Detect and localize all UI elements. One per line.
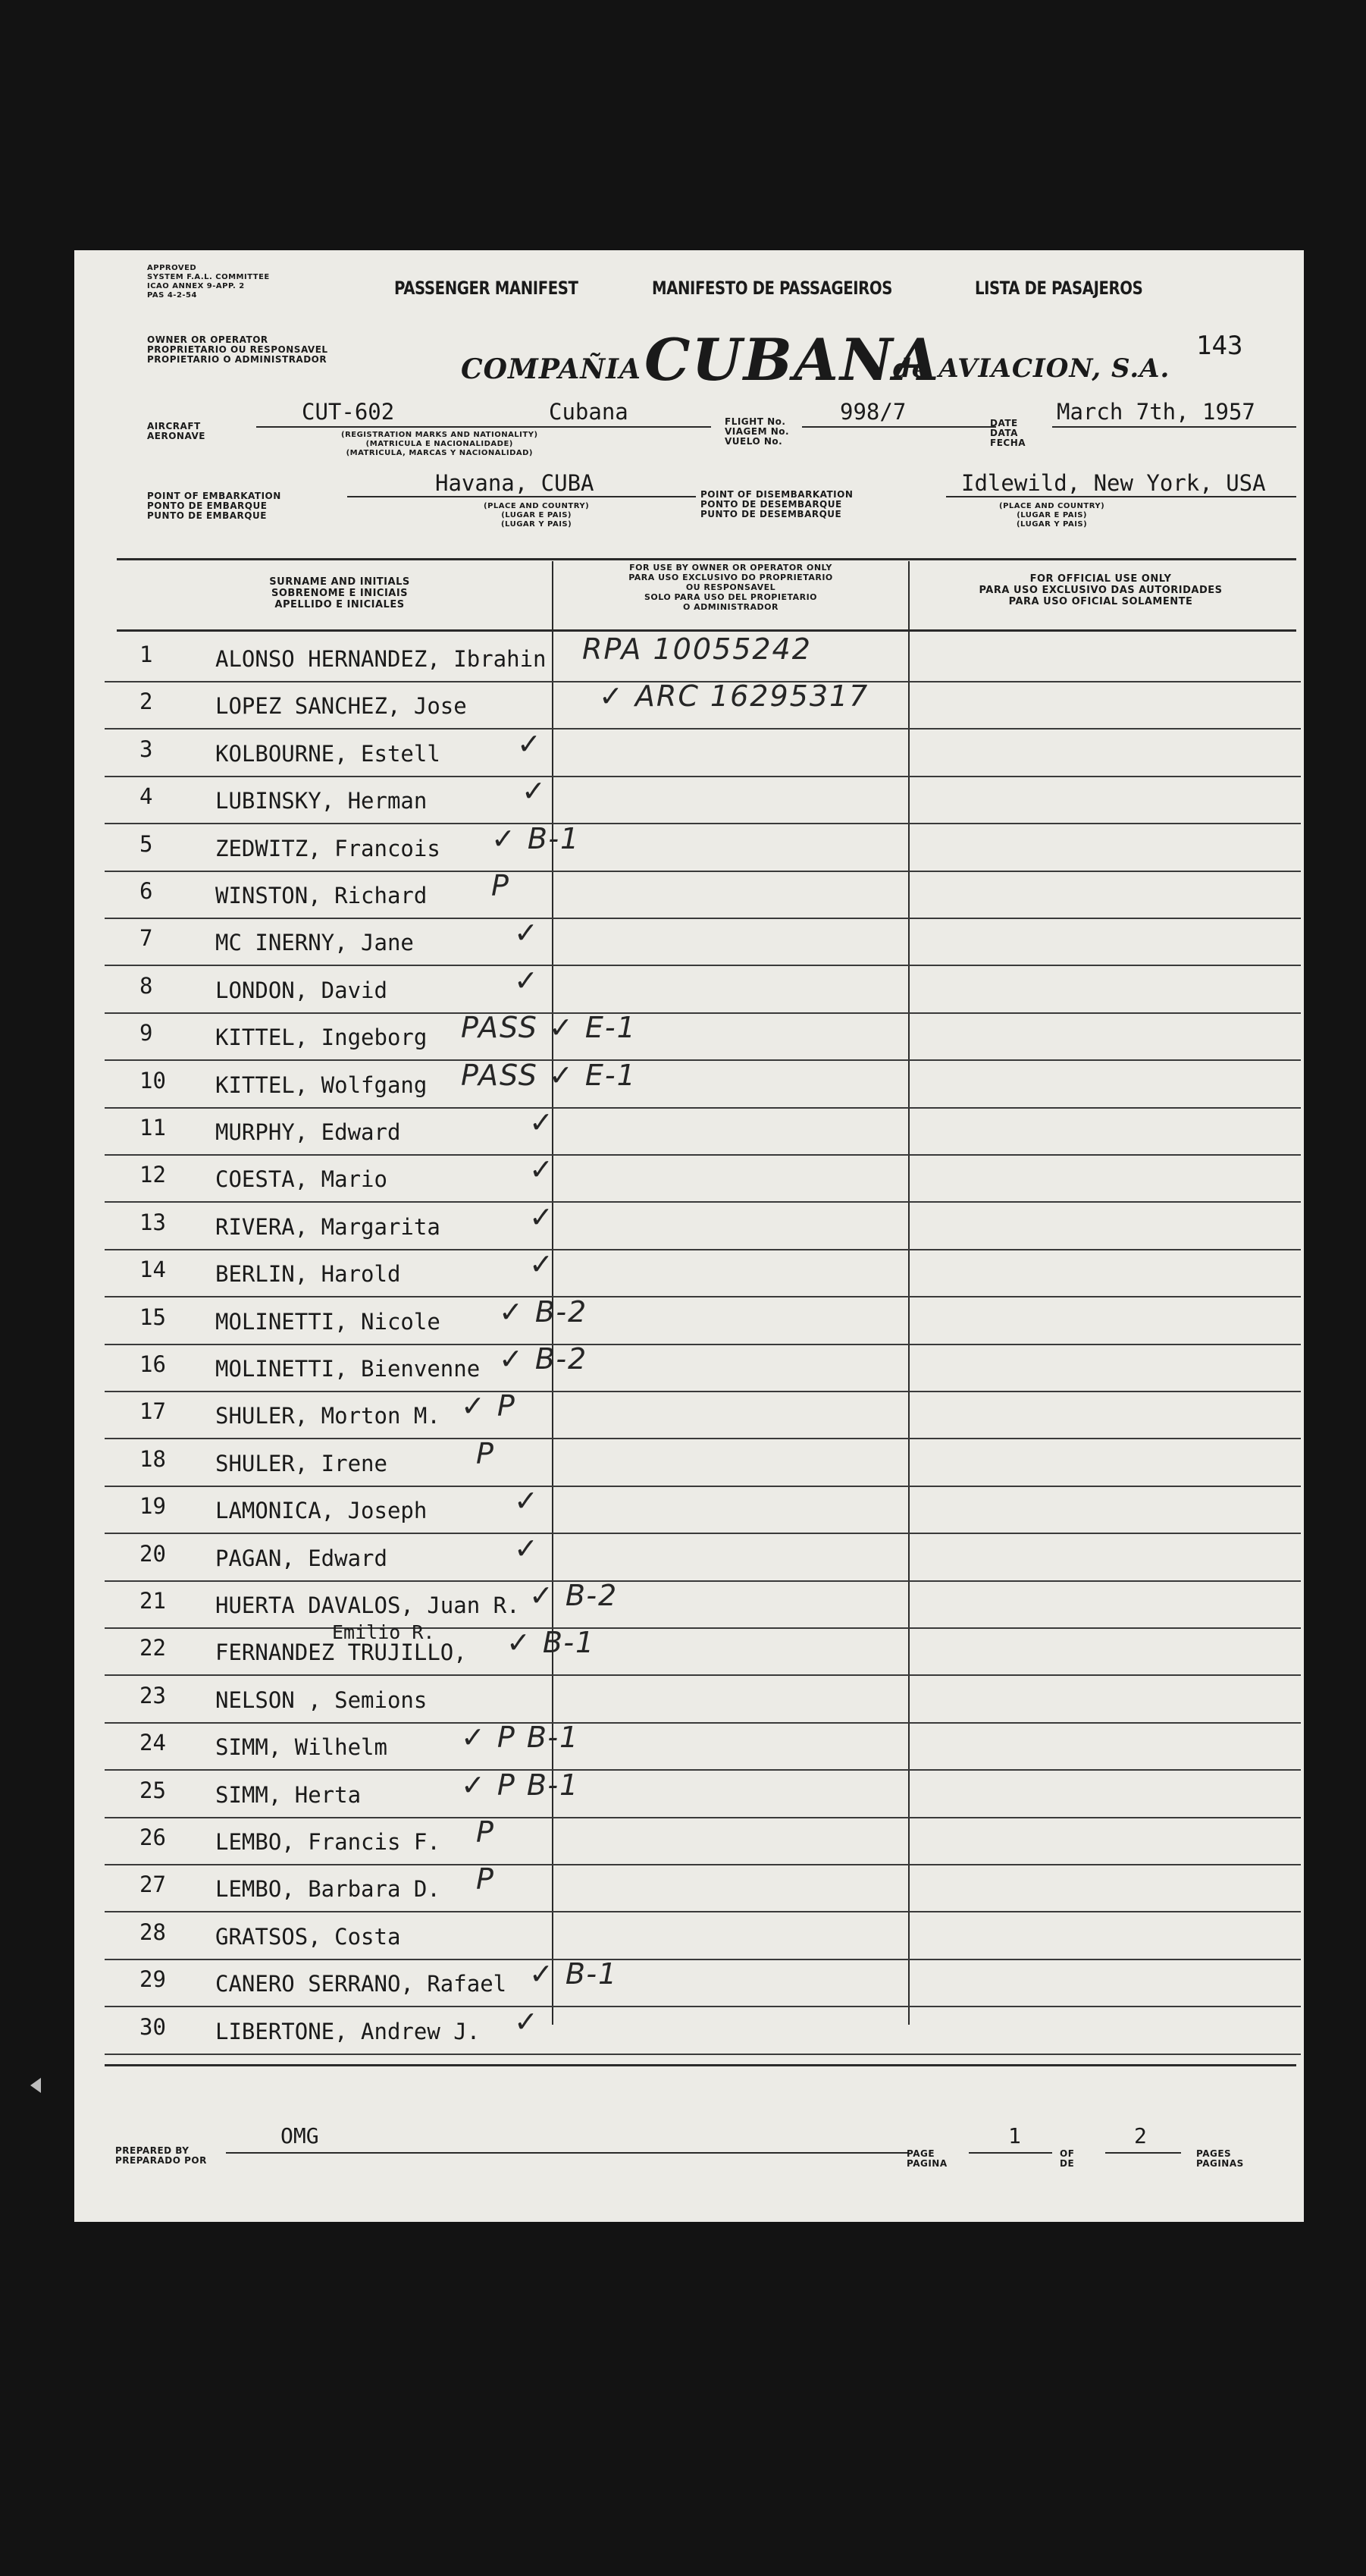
passenger-name: LONDON, David <box>215 977 387 1003</box>
passenger-row <box>105 1058 1301 1109</box>
passenger-number: 10 <box>139 1067 166 1093</box>
disembark-label: POINT OF DISEMBARKATION PONTO DE DESEMBARQUE PUNTO DE DESEMBARQUE <box>700 489 854 519</box>
passenger-number: 21 <box>139 1588 166 1614</box>
page-stamp: 143 <box>1196 331 1243 361</box>
flight-label: FLIGHT No. VIAGEM No. VUELO No. <box>725 416 790 447</box>
airline-name: CUBANA <box>644 326 941 394</box>
passenger-annotation: ✓ <box>522 774 547 808</box>
binder-arrow-icon <box>30 2078 41 2093</box>
date-label: DATE DATA FECHA <box>990 418 1026 448</box>
passenger-annotation: P <box>476 1436 495 1470</box>
passenger-name: MOLINETTI, Nicole <box>215 1308 440 1335</box>
passenger-row <box>105 1621 1301 1676</box>
passenger-row <box>105 821 1301 872</box>
passenger-annotation: PASS ✓ E-1 <box>461 1011 637 1045</box>
passenger-number: 17 <box>139 1398 166 1425</box>
column-header-surname: SURNAME AND INITIALS SOBRENOME E INICIAIS APELLIDO E INICIALES <box>269 576 410 610</box>
passenger-row <box>105 1862 1301 1912</box>
passenger-row <box>105 1200 1301 1250</box>
passenger-name: MURPHY, Edward <box>215 1119 401 1145</box>
passenger-row <box>105 1957 1301 2007</box>
passenger-row <box>105 1768 1301 1818</box>
airline-suffix: de AVIACION, S.A. <box>893 353 1170 384</box>
passenger-number: 29 <box>139 1966 166 1993</box>
passenger-number: 6 <box>139 878 153 904</box>
passenger-row <box>105 726 1301 777</box>
aircraft-nationality: Cubana <box>549 399 628 425</box>
passenger-given-name-above: Emilio R. <box>332 1621 435 1644</box>
passenger-number: 16 <box>139 1351 166 1377</box>
passenger-annotation: ✓ P <box>461 1389 516 1423</box>
prepared-by: OMG <box>280 2123 319 2148</box>
passenger-name: LUBINSKY, Herman <box>215 788 428 814</box>
column-header-owner-use: FOR USE BY OWNER OR OPERATOR ONLY PARA USO EXCLUSIVO DO PROPRIETARIO OU RESPONSAVEL SOLO PARA USO DEL PROPIETARIO O ADMINISTRADOR <box>628 563 833 612</box>
passenger-name: CANERO SERRANO, Rafael <box>215 1971 507 1997</box>
airline-prefix: COMPAÑIA <box>461 353 641 385</box>
passenger-number: 25 <box>139 1777 166 1803</box>
passenger-number: 23 <box>139 1682 166 1708</box>
passenger-number: 11 <box>139 1115 166 1141</box>
disembark-point: Idlewild, New York, USA <box>961 470 1266 496</box>
passenger-number: 28 <box>139 1919 166 1945</box>
passenger-name: PAGAN, Edward <box>215 1545 387 1571</box>
passenger-name: ALONSO HERNANDEZ, Ibrahin <box>215 646 547 672</box>
passenger-name: FERNANDEZ TRUJILLO, <box>215 1639 467 1666</box>
passenger-row <box>105 1913 1301 1960</box>
passenger-annotation: ✓ <box>529 1106 555 1139</box>
passenger-name: LIBERTONE, Andrew J. <box>215 2018 481 2044</box>
passenger-number: 19 <box>139 1493 166 1520</box>
passenger-row <box>105 1106 1301 1156</box>
passenger-name: NELSON , Semions <box>215 1686 428 1713</box>
passenger-name: KITTEL, Ingeborg <box>215 1024 428 1051</box>
passenger-row <box>105 1389 1301 1439</box>
title-spanish: LISTA DE PASAJEROS <box>975 278 1143 299</box>
passenger-number: 27 <box>139 1872 166 1898</box>
passenger-row <box>105 1294 1301 1345</box>
passenger-name: ZEDWITZ, Francois <box>215 835 440 861</box>
passenger-annotation: ✓ <box>529 1200 555 1234</box>
passenger-annotation: PASS ✓ E-1 <box>461 1058 637 1092</box>
title-english: PASSENGER MANIFEST <box>394 278 578 299</box>
passenger-annotation: ✓ B-1 <box>529 1957 619 1991</box>
passenger-name: SHULER, Irene <box>215 1450 387 1476</box>
passenger-annotation: ✓ B-1 <box>506 1626 596 1660</box>
passenger-name: LAMONICA, Joseph <box>215 1498 428 1524</box>
passenger-name: SIMM, Wilhelm <box>215 1734 387 1761</box>
passenger-number: 8 <box>139 972 153 999</box>
passenger-name: KITTEL, Wolfgang <box>215 1072 428 1098</box>
passenger-annotation: ✓ ARC 16295317 <box>599 679 869 714</box>
of-label: OF DE <box>1060 2148 1075 2169</box>
passenger-annotation: ✓ B-2 <box>529 1579 619 1612</box>
passenger-name: COESTA, Mario <box>215 1166 387 1193</box>
approval-note: APPROVED SYSTEM F.A.L. COMMITTEE ICAO ANNEX 9-APP. 2 PAS 4-2-54 <box>147 264 270 300</box>
passenger-name: BERLIN, Harold <box>215 1261 401 1288</box>
passenger-annotation: ✓ P B-1 <box>461 1721 580 1755</box>
passenger-row <box>105 679 1301 730</box>
passenger-number: 30 <box>139 2013 166 2040</box>
passenger-annotation: ✓ <box>529 1153 555 1187</box>
passenger-number: 14 <box>139 1257 166 1283</box>
passenger-row <box>105 1247 1301 1297</box>
passenger-number: 1 <box>139 642 153 667</box>
disembark-caption: (PLACE AND COUNTRY) (LUGAR E PAIS) (LUGAR Y PAIS) <box>999 502 1105 529</box>
passenger-annotation: ✓ <box>514 1484 540 1518</box>
passenger-row <box>105 1677 1301 1724</box>
column-header-official-use: FOR OFFICIAL USE ONLY PARA USO EXCLUSIVO DAS AUTORIDADES PARA USO OFICIAL SOLAMENTE <box>979 573 1223 607</box>
passenger-row <box>105 1815 1301 1865</box>
flight-number: 998/7 <box>840 399 907 425</box>
passenger-row <box>105 1436 1301 1487</box>
passenger-name: WINSTON, Richard <box>215 883 428 908</box>
passenger-name: HUERTA DAVALOS, Juan R. <box>215 1592 520 1618</box>
row-divider <box>105 2054 1301 2055</box>
page-count: 2 <box>1134 2123 1147 2148</box>
passenger-annotation: ✓ <box>514 963 540 997</box>
passenger-row <box>105 632 1301 682</box>
passenger-name: SHULER, Morton M. <box>215 1403 440 1429</box>
passenger-row <box>105 1153 1301 1203</box>
passenger-name: MOLINETTI, Bienvenne <box>215 1356 481 1382</box>
passenger-annotation: RPA 10055242 <box>582 632 812 666</box>
page-number: 1 <box>1008 2123 1021 2148</box>
passenger-number: 3 <box>139 736 153 762</box>
passenger-row <box>105 1531 1301 1582</box>
passenger-row <box>105 963 1301 1014</box>
title-portuguese: MANIFESTO DE PASSAGEIROS <box>652 278 892 299</box>
passenger-annotation: P <box>476 1862 495 1897</box>
passenger-number: 2 <box>139 689 153 715</box>
passenger-name: RIVERA, Margarita <box>215 1213 440 1240</box>
passenger-name: LOPEZ SANCHEZ, Jose <box>215 693 467 720</box>
passenger-annotation: ✓ P B-1 <box>461 1768 580 1802</box>
passenger-number: 24 <box>139 1730 166 1756</box>
passenger-row <box>105 1484 1301 1534</box>
passenger-row <box>105 1721 1301 1771</box>
passenger-row <box>105 1579 1301 1629</box>
passenger-annotation: ✓ <box>514 2004 540 2038</box>
passenger-number: 9 <box>139 1020 153 1046</box>
passenger-number: 4 <box>139 783 153 810</box>
passenger-row <box>105 916 1301 966</box>
passenger-row <box>105 774 1301 824</box>
passenger-name: SIMM, Herta <box>215 1781 362 1808</box>
aircraft-caption: (REGISTRATION MARKS AND NATIONALITY) (MATRICULA E NACIONALIDADE) (MATRICULA, MARCAS Y NACIONALIDAD) <box>341 431 538 457</box>
passenger-name: LEMBO, Francis F. <box>215 1829 440 1855</box>
page-label: PAGE PAGINA <box>907 2148 948 2169</box>
passenger-name: GRATSOS, Costa <box>215 1923 401 1950</box>
passenger-name: LEMBO, Barbara D. <box>215 1876 440 1903</box>
passenger-annotation: ✓ <box>514 916 540 950</box>
passenger-row <box>105 1011 1301 1061</box>
manifest-sheet <box>74 250 1304 2222</box>
passenger-name: KOLBOURNE, Estell <box>215 740 440 767</box>
passenger-number: 15 <box>139 1304 166 1330</box>
passenger-name: MC INERNY, Jane <box>215 930 414 956</box>
prepared-by-label: PREPARED BY PREPARADO POR <box>115 2145 207 2166</box>
passenger-annotation: P <box>476 1815 495 1849</box>
passenger-number: 12 <box>139 1162 166 1188</box>
aircraft-label: AIRCRAFT AERONAVE <box>147 421 205 441</box>
passenger-annotation: ✓ <box>529 1247 555 1282</box>
aircraft-registration: CUT-602 <box>302 399 395 425</box>
embark-label: POINT OF EMBARKATION PONTO DE EMBARQUE PUNTO DE EMBARQUE <box>147 491 281 521</box>
passenger-number: 5 <box>139 830 153 857</box>
passenger-annotation: ✓ <box>514 1531 540 1565</box>
passenger-number: 20 <box>139 1540 166 1567</box>
passenger-number: 22 <box>139 1635 166 1661</box>
passenger-number: 26 <box>139 1825 166 1850</box>
passenger-annotation: P <box>491 869 510 902</box>
passenger-row <box>105 1342 1301 1392</box>
embark-caption: (PLACE AND COUNTRY) (LUGAR E PAIS) (LUGAR Y PAIS) <box>484 502 590 529</box>
passenger-annotation: ✓ B-2 <box>499 1294 588 1329</box>
passenger-row <box>105 869 1301 919</box>
passenger-number: 7 <box>139 925 153 952</box>
passenger-annotation: ✓ B-1 <box>491 821 581 855</box>
pages-label: PAGES PAGINAS <box>1196 2148 1244 2169</box>
passenger-number: 13 <box>139 1209 166 1235</box>
passenger-number: 18 <box>139 1445 166 1472</box>
flight-date: March 7th, 1957 <box>1057 399 1255 425</box>
owner-label: OWNER OR OPERATOR PROPRIETARIO OU RESPONSAVEL PROPIETARIO O ADMINISTRADOR <box>147 334 328 365</box>
passenger-annotation: ✓ <box>517 726 543 761</box>
passenger-row <box>105 2004 1301 2055</box>
passenger-annotation: ✓ B-2 <box>499 1342 588 1376</box>
embark-point: Havana, CUBA <box>435 470 594 496</box>
